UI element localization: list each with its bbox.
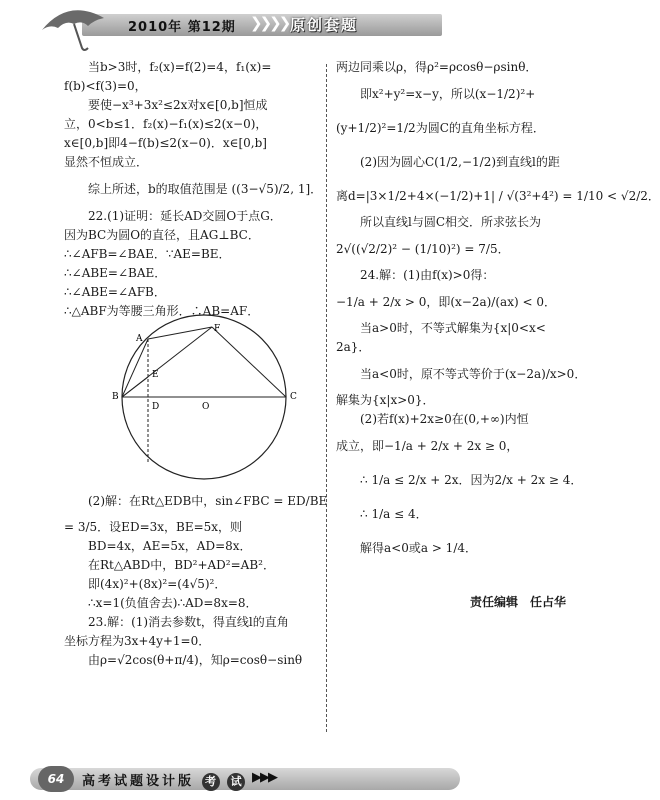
label-O: O xyxy=(202,402,210,412)
editor-credit: 责任编辑 任占华 xyxy=(469,595,566,609)
arrow-icon: ▶▶▶ xyxy=(252,770,276,785)
label-B: B xyxy=(112,392,119,402)
page-header xyxy=(0,0,581,50)
section-title: 原创套题 xyxy=(290,16,359,34)
text-line: 2√((√2/2)² − (1/10)²) = 7/5． xyxy=(336,242,510,256)
text-line: ∴∠ABE=∠AFB． xyxy=(64,285,166,299)
text-line: ∴△ABF为等腰三角形．∴AB=AF． xyxy=(64,304,260,318)
label-D: D xyxy=(152,402,160,412)
circle-diagram xyxy=(64,325,318,480)
text-line: 综上所述，b的取值范围是 ((3−√5)/2, 1]． xyxy=(88,182,323,196)
text-line: 解集为{x|x>0}． xyxy=(336,393,435,407)
geometry-figure xyxy=(64,325,318,480)
text-line: 离d=|3×1/2+4×(−1/2)+1| / √(3²+4²) = 1/10 < √2/2． xyxy=(336,189,660,203)
text-line: 要使−x³+3x²≤2x对x∈[0,b]恒成 xyxy=(88,98,268,112)
column-divider xyxy=(326,64,327,732)
text-line: 即(4x)²+(8x)²=(4√5)²． xyxy=(88,577,227,591)
label-A: A xyxy=(136,334,143,344)
text-line: 23.解：(1)消去参数t，得直线l的直角 xyxy=(88,615,289,629)
text-line: ∴ 1/a ≤ 4． xyxy=(360,507,428,521)
text-line: 2a}． xyxy=(336,340,371,354)
text-line: 坐标方程为3x+4y+1=0． xyxy=(64,634,211,648)
text-line: 当a<0时，原不等式等价于(x−2a)/x>0． xyxy=(360,367,587,381)
text-line: 两边同乘以ρ，得ρ²=ρcosθ−ρsinθ． xyxy=(336,60,538,74)
footer-title xyxy=(82,770,245,791)
text-line: 即x²+y²=x−y，所以(x−1/2)²+ xyxy=(360,87,536,101)
right-column xyxy=(336,58,660,612)
text-line: 因为BC为圆O的直径，且AG⊥BC． xyxy=(64,228,260,242)
text-line: ∴x=1(负值舍去)∴AD=8x=8． xyxy=(88,596,258,610)
issue-label: 2010年 第12期 xyxy=(128,20,236,35)
text-line: −1/a + 2/x > 0，即(x−2a)/(ax) < 0． xyxy=(336,295,556,309)
seal-1: 考 xyxy=(202,773,220,791)
text-line: BD=4x，AE=5x，AD=8x． xyxy=(88,539,252,553)
text-line: f(b)<f(3)=0， xyxy=(64,79,147,93)
text-line: 24.解：(1)由f(x)>0得： xyxy=(360,268,495,282)
umbrella-icon xyxy=(38,4,108,50)
chevron-icon: ❯❯❯❯ xyxy=(250,14,289,32)
text-line: 当a>0时，不等式解集为{x|0<x< xyxy=(360,321,546,335)
text-line: 22.(1)证明：延长AD交圆O于点G． xyxy=(88,209,282,223)
text-line: (2)解：在Rt△EDB中，sin∠FBC = ED/BE xyxy=(88,494,328,508)
text-line: 成立，即−1/a + 2/x + 2x ≥ 0， xyxy=(336,439,519,453)
text-line: ∴∠ABE=∠BAE． xyxy=(64,266,167,280)
page-footer xyxy=(0,760,581,800)
text-line: (2)因为圆心C(1/2,−1/2)到直线l的距 xyxy=(360,155,560,169)
text-line: (y+1/2)²=1/2为圆C的直角坐标方程． xyxy=(336,121,545,135)
text-line: ∴∠AFB=∠BAE．∵AE=BE． xyxy=(64,247,231,261)
text-line: = 3/5．设ED=3x，BE=5x，则 xyxy=(64,520,243,534)
text-line: 当b>3时，f₂(x)=f(2)=4，f₁(x)= xyxy=(88,60,272,74)
label-E: E xyxy=(152,370,159,380)
text-line: 所以直线l与圆C相交．所求弦长为 xyxy=(360,215,542,229)
text-line: ∴ 1/a ≤ 2/x + 2x．因为2/x + 2x ≥ 4． xyxy=(360,473,583,487)
text-line: 显然不恒成立． xyxy=(64,155,149,169)
text-line: 由ρ=√2cos(θ+π/4)，知ρ=cosθ−sinθ xyxy=(88,653,303,667)
text-line: x∈[0,b]即4−f(b)≤2(x−0)．x∈[0,b] xyxy=(64,136,267,150)
label-F: F xyxy=(214,324,221,334)
seal-2: 试 xyxy=(227,773,245,791)
footer-title-text: 高考试题设计版 xyxy=(82,774,195,789)
text-line: 解得a<0或a > 1/4． xyxy=(360,541,477,555)
text-line: 在Rt△ABD中，BD²+AD²=AB²． xyxy=(88,558,275,572)
text-line: (2)若f(x)+2x≥0在(0,+∞)内恒 xyxy=(360,412,529,426)
page-number: 64 xyxy=(38,766,74,792)
left-column xyxy=(64,58,328,670)
label-C: C xyxy=(290,392,297,402)
text-line: 立，0<b≤1．f₂(x)−f₁(x)≤2(x−0)， xyxy=(64,117,268,131)
